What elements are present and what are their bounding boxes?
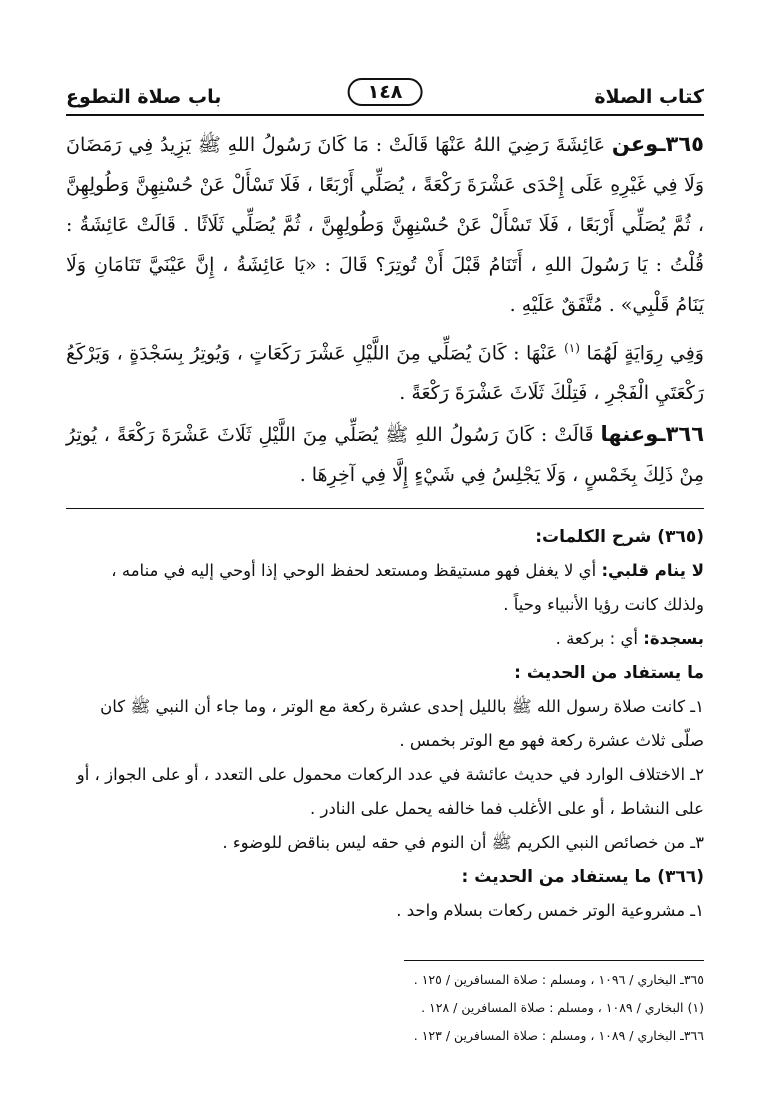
footnote-marker[interactable]: (١) bbox=[564, 341, 580, 355]
commentary bbox=[66, 520, 704, 928]
word-entry bbox=[66, 554, 704, 622]
footnote: (١) البخاري / ١٠٨٩ ، ومسلم : صلاة المسافرين / ١٢٨ . bbox=[421, 1000, 704, 1015]
hadith-number: ٣٦٥ـ bbox=[658, 132, 704, 156]
word-entry bbox=[66, 622, 704, 656]
lessons-heading: ما يستفاد من الحديث : bbox=[514, 663, 704, 683]
hadith-opening: وعن bbox=[611, 132, 659, 156]
footnotes bbox=[66, 966, 704, 1050]
hadith-number: ٣٦٦ـ bbox=[658, 422, 705, 446]
chapter-title: باب صلاة التطوع bbox=[66, 86, 222, 108]
lesson-item: ٢ـ الاختلاف الوارد في حديث عائشة في عدد الركعات محمول على التعدد ، أو على الجواز ، أو على النشاط ، أو على الأغلب فما خالفه يحمل على النادر . bbox=[76, 765, 704, 818]
hadith-365 bbox=[66, 124, 704, 325]
footnote: ٣٦٦ـ البخاري / ١٠٨٩ ، ومسلم : صلاة المسافرين / ١٢٣ . bbox=[413, 1028, 704, 1043]
lessons-heading: (٣٦٦) ما يستفاد من الحديث : bbox=[461, 867, 704, 887]
section-divider bbox=[66, 508, 704, 509]
page-number: ١٤٨ bbox=[348, 78, 423, 106]
word-term: بسجدة: bbox=[643, 629, 704, 648]
lesson-item: ٣ـ من خصائص النبي الكريم ﷺ أن النوم في حقه ليس بناقض للوضوء . bbox=[222, 833, 704, 852]
word-definition: أي : بركعة . bbox=[555, 629, 638, 648]
book-title: كتاب الصلاة bbox=[594, 86, 704, 108]
hadith-365-narration bbox=[66, 328, 704, 413]
word-definition: أي لا يغفل فهو مستيقظ ومستعد لحفظ الوحي إذا أوحي إليه في منامه ، ولذلك كانت رؤيا الأنبياء وحياً . bbox=[111, 561, 704, 614]
word-term: لا ينام قلبي: bbox=[601, 561, 704, 580]
hadith-opening: وعنها bbox=[600, 422, 659, 446]
hadith-text: عَائِشَةَ رَضِيَ اللهُ عَنْهَا قَالَتْ : مَا كَانَ رَسُولُ اللهِ ﷺ يَزِيدُ فِي رَمَضَانَ وَلَا فِي غَيْرِهِ عَلَى إِحْدَى عَشْرَةَ رَكْعَةً ، يُصَلِّي أَرْبَعًا ، فَلَا تَسْأَلْ عَنْ حُسْنِهِنَّ وَطُولِهِنَّ ، ثُمَّ يُصَلِّي أَرْبَعًا ، فَلَا تَسْأَلْ عَنْ حُسْنِهِنَّ وَطُولِهِنَّ ، ثُمَّ يُصَلِّي ثَلَاثًا . قَالَتْ عَائِشَةُ : قُلْتُ : يَا رَسُولَ اللهِ ، أَتَنَامُ قَبْلَ أَنْ تُوتِرَ؟ قَالَ : «يَا عَائِشَةُ ، إِنَّ عَيْنَيَّ تَنَامَانِ وَلَا يَنَامُ قَلْبِي» . مُتَّفَقٌ عَلَيْهِ . bbox=[66, 134, 705, 316]
lesson-item: ١ـ كانت صلاة رسول الله ﷺ بالليل إحدى عشرة ركعة مع الوتر ، وما جاء أن النبي ﷺ كان صلّى ثلاث عشرة ركعة فهو مع الوتر بخمس . bbox=[100, 697, 704, 750]
words-heading: (٣٦٥) شرح الكلمات: bbox=[535, 527, 704, 547]
narration-text-after: عَنْهَا : كَانَ يُصَلِّي مِنَ اللَّيْلِ عَشْرَ رَكَعَاتٍ ، وَيُوتِرُ بِسَجْدَةٍ ، وَيَرْكَعُ رَكْعَتَيِ الْفَجْرِ ، فَتِلْكَ ثَلَاثَ عَشْرَةَ رَكْعَةً . bbox=[66, 342, 704, 405]
hadith-366 bbox=[66, 414, 704, 495]
page-header bbox=[66, 76, 704, 116]
narration-text-before: وَفِي رِوَايَةٍ لَهُمَا bbox=[586, 342, 704, 365]
footnote-divider bbox=[404, 960, 704, 961]
lesson-item: ١ـ مشروعية الوتر خمس ركعات بسلام واحد . bbox=[396, 901, 704, 920]
hadith-text: قَالَتْ : كَانَ رَسُولُ اللهِ ﷺ يُصَلِّي مِنَ اللَّيْلِ ثَلَاثَ عَشْرَةَ رَكْعَةً ، يُوتِرُ مِنْ ذَلِكَ بِخَمْسٍ ، وَلَا يَجْلِسُ فِي شَيْءٍ إِلَّا فِي آخِرِهَا . bbox=[66, 424, 704, 486]
header-divider bbox=[66, 114, 704, 116]
footnote: ٣٦٥ـ البخاري / ١٠٩٦ ، ومسلم : صلاة المسافرين / ١٢٥ . bbox=[413, 972, 704, 987]
